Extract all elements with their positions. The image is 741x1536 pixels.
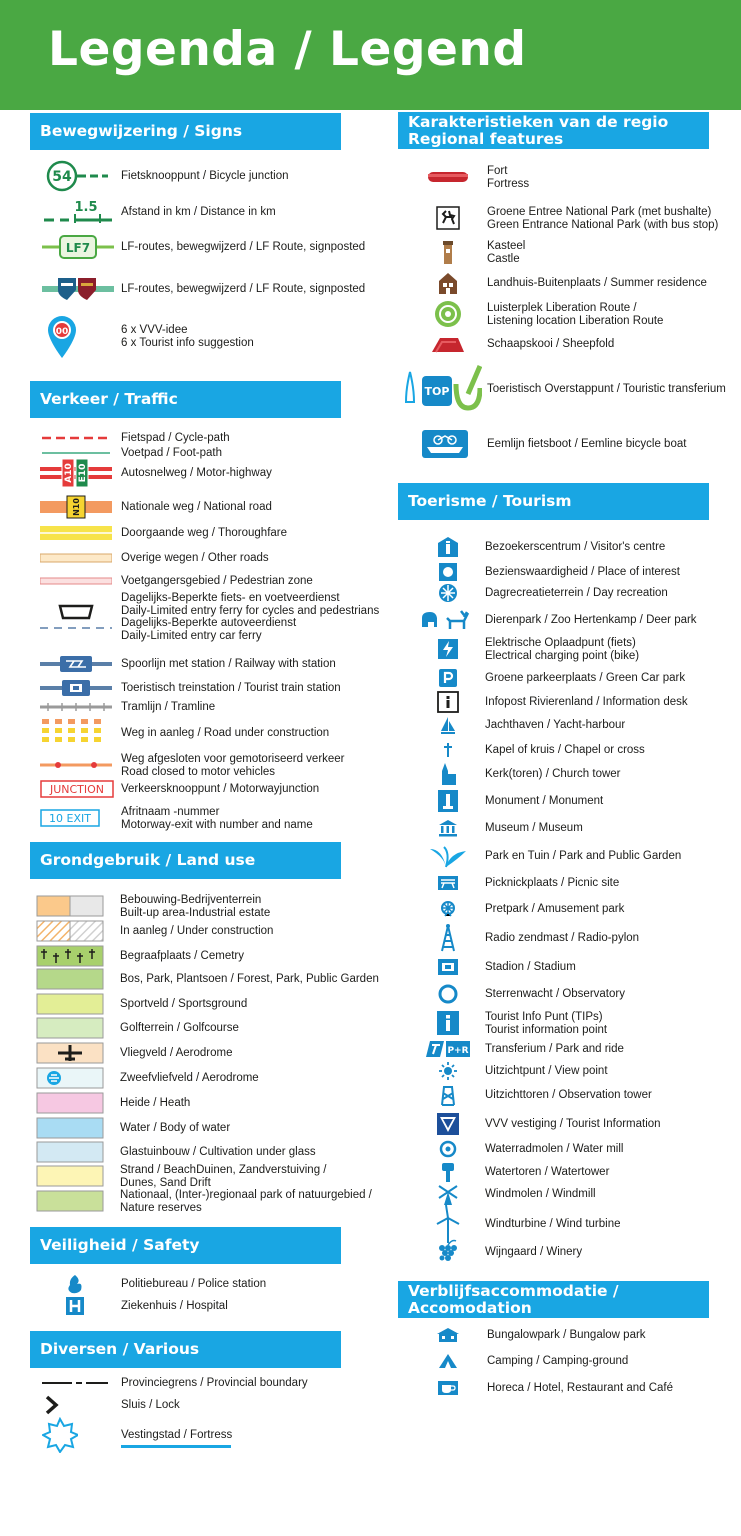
legend-text: Luisterplek Liberation Route / <box>487 302 637 314</box>
traffic-label <box>121 592 379 642</box>
tramline-icon <box>40 702 112 712</box>
legend-text: Bebouwing-Bedrijventerrein <box>120 894 262 906</box>
legend-text: LF-routes, bewegwijzerd / LF Route, signposted <box>121 283 366 295</box>
legend-text: Radio zendmast / Radio-pylon <box>485 932 640 944</box>
legend-text: Doorgaande weg / Thoroughfare <box>121 527 288 539</box>
legend-text: Water / Body of water <box>120 1122 231 1134</box>
landuse-label <box>120 998 247 1011</box>
tourism-label <box>485 932 639 945</box>
legend-text: Museum / Museum <box>485 822 583 834</box>
legend-text: Kapel of kruis / Chapel or cross <box>485 744 645 756</box>
observation-tower-icon <box>439 1083 457 1107</box>
heath-swatch <box>36 1092 104 1114</box>
junction-label: JUNCTION <box>49 783 105 796</box>
nature-swatch <box>36 1190 104 1212</box>
national-road-icon <box>40 495 112 519</box>
water-swatch <box>36 1117 104 1139</box>
landuse-label <box>120 1097 190 1110</box>
visitor-centre-icon <box>436 535 460 559</box>
distance-value: 1.5 <box>74 200 98 215</box>
legend-text: Landhuis-Buitenplaats / Summer residence <box>487 277 707 289</box>
traffic-label <box>121 432 230 445</box>
legend-text: Dunes, Sand Drift <box>120 1176 211 1189</box>
legend-text: Groene parkeerplaats / Green Car park <box>485 672 686 684</box>
yacht-harbour-icon <box>439 715 457 735</box>
construction-swatch <box>36 920 104 942</box>
landuse-label <box>120 1072 259 1085</box>
legend-text: Overige wegen / Other roads <box>121 552 269 564</box>
horeca-icon <box>437 1380 459 1396</box>
place-of-interest-icon <box>438 562 458 582</box>
top-transferium-icon <box>402 364 482 414</box>
charging-point-icon <box>437 638 459 660</box>
legend-text: In aanleg / Under construction <box>120 925 274 937</box>
legend-text: Fietsknooppunt / Bicycle junction <box>121 170 289 182</box>
legend-text: Politiebureau / Police station <box>121 1278 267 1290</box>
tourism-label <box>485 1188 596 1201</box>
aerodrome-swatch <box>36 1042 104 1064</box>
section-signs: Bewegwijzering / Signs <box>30 113 341 150</box>
landuse-label <box>120 925 273 938</box>
legend-text: Dagrecreatieterrein / Day recreation <box>485 587 668 599</box>
traffic-label <box>121 467 272 480</box>
legend-text: Bezienswaardigheid / Place of interest <box>485 566 680 578</box>
park-and-ride-icon <box>424 1040 472 1058</box>
legend-text: Wijngaard / Winery <box>485 1246 583 1258</box>
glider-swatch <box>36 1067 104 1089</box>
legend-text: Strand / BeachDuinen, Zandverstuiving / <box>120 1164 327 1176</box>
picnic-icon <box>437 875 459 891</box>
section-various: Diversen / Various <box>30 1331 341 1368</box>
various-label <box>121 1429 232 1442</box>
tourism-label <box>485 541 665 554</box>
legend-text: Spoorlijn met station / Railway with station <box>121 658 336 670</box>
legend-text: Uitzichttoren / Observation tower <box>485 1089 652 1101</box>
tourism-label <box>485 1065 608 1078</box>
vvv-number: 00 <box>55 327 69 337</box>
legend-text: Kerk(toren) / Church tower <box>485 768 621 780</box>
legend-text: Sportveld / Sportsground <box>120 998 248 1010</box>
traffic-label <box>121 447 222 460</box>
landuse-label <box>120 1146 316 1159</box>
legend-text: Infopost Rivierenland / Information desk <box>485 696 688 708</box>
museum-icon <box>438 819 458 837</box>
legend-text: Afritnaam -nummer <box>121 806 220 818</box>
legend-text: Golfterrein / Golfcourse <box>120 1022 239 1034</box>
windmill-icon <box>437 1182 459 1206</box>
bungalow-icon <box>436 1327 460 1343</box>
legend-text: Provinciegrens / Provincial boundary <box>121 1377 308 1389</box>
legend-text: Nationaal, (Inter-)regionaal park of natuurgebied / <box>120 1189 372 1201</box>
legend-text: Eemlijn fietsboot / Eemline bicycle boat <box>487 438 687 450</box>
page-title: Legenda / Legend <box>48 22 527 77</box>
legend-text: Verkeersknooppunt / Motorwayjunction <box>121 783 320 795</box>
legend-text: Afstand in km / Distance in km <box>121 206 276 218</box>
camping-icon <box>438 1353 458 1369</box>
legend-text: Dierenpark / Zoo Hertenkamp / Deer park <box>485 614 697 626</box>
traffic-label <box>121 753 345 778</box>
legend-text: 6 x Tourist info suggestion <box>121 336 254 349</box>
legend-text: Picknickplaats / Picnic site <box>485 877 620 889</box>
church-tower-icon <box>438 762 458 786</box>
accommodation-label <box>487 1329 646 1342</box>
legend-text: Monument / Monument <box>485 795 604 807</box>
legend-text: Tourist information point <box>485 1023 608 1036</box>
tourism-label <box>485 850 681 863</box>
tourism-label <box>485 637 639 662</box>
legend-text: Fortress <box>487 177 530 190</box>
legend-text: Weg in aanleg / Road under construction <box>121 727 330 739</box>
junction-sign-icon <box>40 780 114 798</box>
legend-text: Toeristisch Overstappunt / Touristic transferium <box>487 383 726 395</box>
landuse-label <box>120 1047 233 1060</box>
sheepfold-icon <box>430 334 466 354</box>
tourism-label <box>485 768 621 781</box>
tourism-label <box>485 1246 582 1259</box>
pr-label: P+R <box>447 1046 469 1056</box>
tourism-label <box>485 566 680 579</box>
lf-label: LF7 <box>65 241 91 255</box>
legend-text: Listening location Liberation Route <box>487 314 664 327</box>
section-safety: Veiligheid / Safety <box>30 1227 341 1264</box>
legend-text: Voetpad / Foot-path <box>121 447 223 459</box>
lf-shields-icon <box>42 275 114 303</box>
traffic-label <box>121 727 329 740</box>
sportsground-swatch <box>36 993 104 1015</box>
legend-text: Tramlijn / Tramline <box>121 701 216 713</box>
legend-text: Bos, Park, Plantsoen / Forest, Park, Public Garden <box>120 973 379 985</box>
tourism-label <box>485 822 583 835</box>
regional-label <box>487 302 663 327</box>
various-label <box>121 1399 180 1412</box>
tourism-label <box>485 587 668 600</box>
water-mill-icon <box>439 1140 457 1158</box>
monument-icon <box>437 789 459 813</box>
legend-text: Sluis / Lock <box>121 1399 180 1411</box>
vvv-marker-icon <box>42 312 114 360</box>
legend-text: Waterradmolen / Water mill <box>485 1143 624 1155</box>
thoroughfare-icon <box>40 524 112 542</box>
tourism-label <box>485 614 697 627</box>
glass-swatch <box>36 1141 104 1163</box>
n10-label: N10 <box>72 498 81 516</box>
legend-text: Stadion / Stadium <box>485 961 576 973</box>
tourism-label <box>485 1089 652 1102</box>
tourism-label <box>485 988 625 1001</box>
tourism-label <box>485 744 645 757</box>
legend-text: Zweefvliefveld / Aerodrome <box>120 1072 259 1084</box>
hospital-icon <box>65 1296 85 1316</box>
tip-icon <box>436 1010 460 1036</box>
legend-text: Windmolen / Windmill <box>485 1188 596 1200</box>
road-closed-icon <box>40 760 112 770</box>
landuse-label <box>120 950 244 963</box>
traffic-label <box>121 701 215 714</box>
safety-label <box>121 1278 266 1291</box>
landuse-label <box>120 973 379 986</box>
legend-text: Jachthaven / Yacht-harbour <box>485 719 626 731</box>
signs-label <box>121 206 276 219</box>
lock-icon <box>42 1395 62 1415</box>
legend-text: Dagelijks-Beperkte autoveerdienst <box>121 617 297 629</box>
built-up-swatch <box>36 895 104 917</box>
other-roads-icon <box>40 552 112 564</box>
landuse-label <box>120 1122 230 1135</box>
signs-label <box>121 241 365 254</box>
police-icon <box>65 1274 85 1294</box>
view-point-icon <box>438 1061 458 1081</box>
traffic-label <box>121 527 287 540</box>
traffic-label <box>121 552 269 565</box>
legend-text: Glastuinbouw / Cultivation under glass <box>120 1146 316 1158</box>
forest-swatch <box>36 968 104 990</box>
traffic-label <box>121 682 341 695</box>
foot-path-icon <box>40 449 112 457</box>
beach-swatch <box>36 1165 104 1187</box>
legend-text: VVV vestiging / Tourist Information <box>485 1118 661 1130</box>
legend-text: Camping / Camping-ground <box>487 1355 629 1367</box>
legend-text: Bezoekerscentrum / Visitor's centre <box>485 541 666 553</box>
tourism-label <box>485 1218 621 1231</box>
legend-text: Pretpark / Amusement park <box>485 903 625 915</box>
legend-text: Vliegveld / Aerodrome <box>120 1047 233 1059</box>
signs-label <box>121 283 365 296</box>
legend-text: LF-routes, bewegwijzerd / LF Route, signposted <box>121 241 366 253</box>
tourism-label <box>485 672 685 685</box>
regional-label <box>487 438 686 451</box>
railway-station-icon <box>40 654 112 674</box>
legend-text: Horeca / Hotel, Restaurant and Café <box>487 1382 674 1394</box>
legend-text: Windturbine / Wind turbine <box>485 1218 621 1230</box>
traffic-label <box>121 783 319 796</box>
legend-text: Toeristisch treinstation / Tourist train station <box>121 682 341 694</box>
summer-residence-icon <box>436 271 460 295</box>
radio-pylon-icon <box>438 923 458 953</box>
legend-text: Weg afgesloten voor gemotoriseerd verkeer <box>121 753 345 765</box>
legend-text: Fietspad / Cycle-path <box>121 432 230 444</box>
legend-text: 6 x VVV-idee <box>121 324 188 336</box>
legend-text: Watertoren / Watertower <box>485 1166 610 1178</box>
legend-text: Sterrenwacht / Observatory <box>485 988 625 1000</box>
legend-text: Schaapskooi / Sheepfold <box>487 338 615 350</box>
tourism-label <box>485 795 603 808</box>
fortress-star-icon <box>42 1417 78 1453</box>
chapel-icon <box>441 741 455 759</box>
green-entrance-icon <box>436 206 460 230</box>
a10-label: A10 <box>64 463 74 483</box>
section-landuse: Grondgebruik / Land use <box>30 842 341 879</box>
legend-text: Castle <box>487 252 520 265</box>
observatory-icon <box>437 983 459 1005</box>
traffic-label <box>121 501 272 514</box>
legend-text: Uitzichtpunt / View point <box>485 1065 608 1077</box>
legend-text: Voetgangersgebied / Pedestrian zone <box>121 575 313 587</box>
legend-text: Groene Entree National Park (met bushalte) <box>487 206 712 218</box>
tourism-label <box>485 1118 661 1131</box>
tourism-label <box>485 1166 609 1179</box>
section-regional: Karakteristieken van de regio Regional features <box>398 112 709 149</box>
vvv-icon <box>436 1112 460 1136</box>
bicycle-boat-icon <box>421 429 469 459</box>
road-construction-icon <box>40 719 112 747</box>
cycle-path-icon <box>40 434 112 442</box>
junction-number: 54 <box>52 169 72 185</box>
fort-icon <box>424 169 472 185</box>
legend-text: Built-up area-Industrial estate <box>120 906 271 919</box>
park-garden-icon <box>426 843 470 869</box>
winery-icon <box>436 1239 460 1265</box>
landuse-label <box>120 1022 239 1035</box>
legend-text: Tourist Info Punt (TIPs) <box>485 1011 603 1023</box>
accommodation-label <box>487 1382 673 1395</box>
section-tourism: Toerisme / Tourism <box>398 483 709 520</box>
provincial-boundary-icon <box>42 1379 108 1387</box>
exit-sign-icon <box>40 809 114 827</box>
accommodation-label <box>487 1355 628 1368</box>
legend-text: Elektrische Oplaadpunt (fiets) <box>485 637 636 649</box>
legend-banner <box>0 0 741 110</box>
legend-text: Kasteel <box>487 240 526 252</box>
legend-text: Autosnelweg / Motor-highway <box>121 467 272 479</box>
liberation-route-icon <box>434 300 462 328</box>
top-label: TOP <box>424 385 450 398</box>
legend-text: Begraafplaats / Cemetry <box>120 950 245 962</box>
traffic-label <box>121 806 313 831</box>
section-accommodation: Verblijfsaccommodatie / Accomodation <box>398 1281 709 1318</box>
legend-text: Nature reserves <box>120 1201 202 1214</box>
legend-text: Green Entrance National Park (with bus stop) <box>487 218 719 231</box>
legend-text: Heide / Heath <box>120 1097 191 1109</box>
legend-text: Transferium / Park and ride <box>485 1043 624 1055</box>
tourism-label <box>485 696 688 709</box>
legend-text: Daily-Limited entry car ferry <box>121 629 262 642</box>
distance-icon <box>42 199 114 225</box>
landuse-label <box>120 1164 326 1189</box>
day-recreation-icon <box>438 583 458 603</box>
green-parking-icon <box>438 668 458 688</box>
legend-text: Ziekenhuis / Hospital <box>121 1300 228 1312</box>
tourism-label <box>485 1011 607 1036</box>
tourism-label <box>485 1143 623 1156</box>
info-desk-icon <box>437 691 459 713</box>
various-label <box>121 1377 308 1390</box>
landuse-label <box>120 894 270 919</box>
zoo-deer-icon <box>420 609 472 631</box>
legend-text: Daily-Limited entry ferry for cycles and pedestrians <box>121 604 380 617</box>
regional-label <box>487 277 707 290</box>
legend-text: Park en Tuin / Park and Public Garden <box>485 850 682 862</box>
exit-label: 10 EXIT <box>49 812 91 825</box>
signs-label <box>121 324 254 349</box>
e10-label: E10 <box>78 463 88 483</box>
traffic-label <box>121 575 313 588</box>
tourism-label <box>485 903 624 916</box>
pedestrian-zone-icon <box>40 576 112 586</box>
water-tower-icon <box>440 1161 456 1183</box>
stadium-icon <box>437 958 459 976</box>
tourism-label <box>485 961 576 974</box>
regional-label <box>487 383 726 396</box>
cemetery-swatch <box>36 945 104 967</box>
tourist-train-icon <box>40 678 112 698</box>
regional-label <box>487 240 525 265</box>
legend-text: Bungalowpark / Bungalow park <box>487 1329 646 1341</box>
section-traffic: Verkeer / Traffic <box>30 381 341 418</box>
golf-swatch <box>36 1017 104 1039</box>
safety-label <box>121 1300 228 1313</box>
tourism-label <box>485 1043 624 1056</box>
tourism-label <box>485 877 619 890</box>
motorway-icon <box>40 458 112 488</box>
tourism-label <box>485 719 625 732</box>
ferry-icon <box>40 600 112 634</box>
amusement-park-icon <box>439 900 457 918</box>
fortress-underline <box>121 1445 231 1448</box>
regional-label <box>487 206 718 231</box>
legend-text: Nationale weg / National road <box>121 501 272 513</box>
lf-route-icon <box>42 233 114 261</box>
regional-label <box>487 338 614 351</box>
legend-text: Motorway-exit with number and name <box>121 818 313 831</box>
bicycle-junction-icon <box>42 159 114 193</box>
landuse-label <box>120 1189 372 1214</box>
legend-text: Vestingstad / Fortress <box>121 1429 233 1441</box>
legend-text: Road closed to motor vehicles <box>121 765 276 778</box>
castle-icon <box>441 239 455 265</box>
signs-label <box>121 170 288 183</box>
regional-label <box>487 165 529 190</box>
legend-text: Electrical charging point (bike) <box>485 649 640 662</box>
legend-text: Dagelijks-Beperkte fiets- en voetveerdienst <box>121 592 340 604</box>
traffic-label <box>121 658 336 671</box>
legend-text: Fort <box>487 165 508 177</box>
wind-turbine-icon <box>435 1204 461 1244</box>
